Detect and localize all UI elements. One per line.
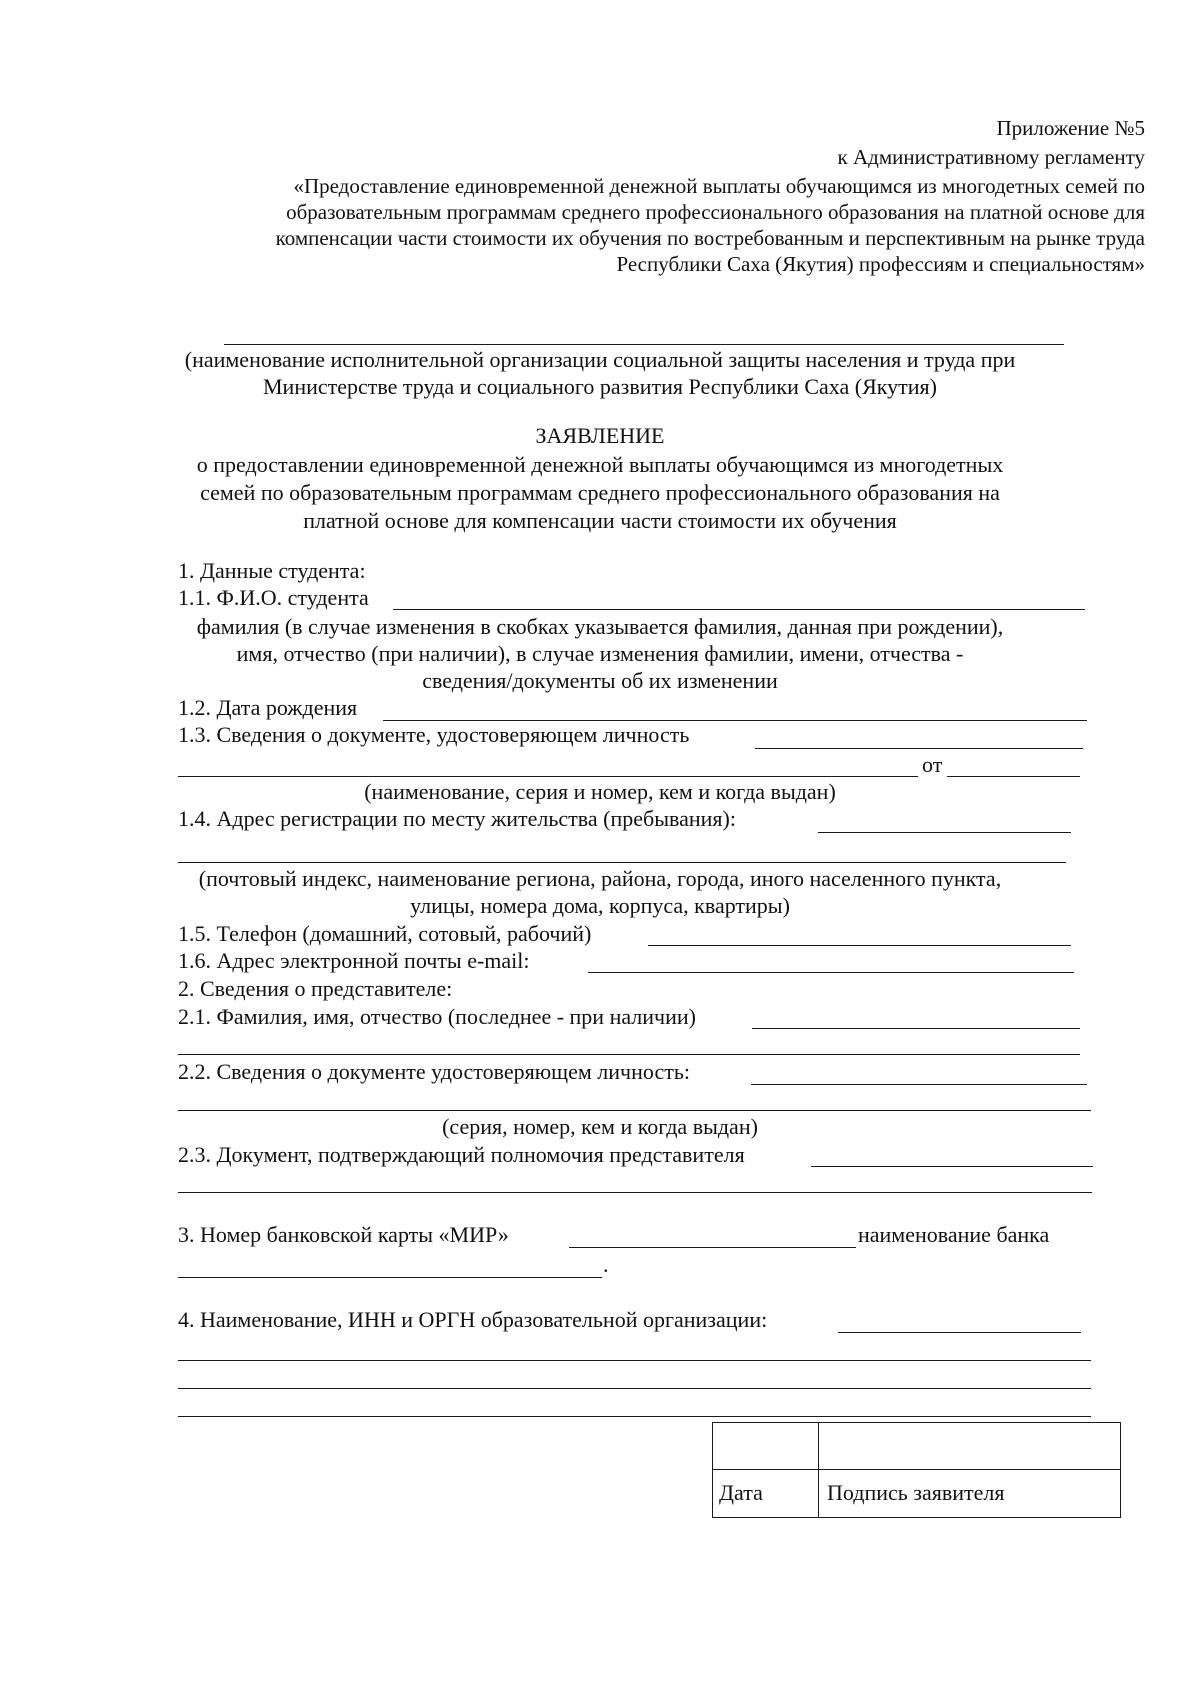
representative-id-note: (серия, номер, кем и когда выдан) bbox=[442, 1114, 758, 1139]
bank-card-label: 3. Номер банковской карты «МИР» bbox=[178, 1222, 509, 1247]
registration-address-label: 1.4. Адрес регистрации по месту жительства (пребывания): bbox=[178, 806, 736, 831]
regulation-title-line: Республики Саха (Якутия) профессиям и специальностям» bbox=[616, 252, 1145, 276]
bank-card-field[interactable] bbox=[569, 1247, 856, 1248]
regulation-reference: к Административному регламенту bbox=[837, 145, 1145, 169]
section-2-heading: 2. Сведения о представителе: bbox=[178, 976, 453, 1001]
address-note: улицы, номера дома, корпуса, квартиры) bbox=[410, 893, 790, 918]
representative-id-label: 2.2. Сведения о документе удостоверяющем личность: bbox=[178, 1059, 690, 1084]
email-field[interactable] bbox=[588, 972, 1074, 973]
document-title: ЗАЯВЛЕНИЕ bbox=[535, 423, 665, 448]
registration-address-field[interactable] bbox=[818, 832, 1071, 833]
regulation-title-line: «Предоставление единовременной денежной выплаты обучающимся из многодетных семей по bbox=[293, 174, 1145, 198]
id-document-date-field[interactable] bbox=[947, 776, 1080, 777]
education-org-field[interactable] bbox=[838, 1332, 1081, 1333]
authority-document-label: 2.3. Документ, подтверждающий полномочия представителя bbox=[178, 1142, 745, 1167]
education-org-field-continued[interactable] bbox=[178, 1360, 1091, 1361]
bank-name-field[interactable] bbox=[178, 1277, 602, 1278]
table-divider bbox=[713, 1469, 1120, 1470]
regulation-title-line: компенсации части стоимости их обучения по востребованным и перспективным на рынке труда bbox=[275, 226, 1145, 250]
organization-caption: Министерстве труда и социального развития Республики Саха (Якутия) bbox=[262, 374, 937, 399]
authority-document-field[interactable] bbox=[811, 1166, 1093, 1167]
appendix-number: Приложение №5 bbox=[996, 116, 1145, 140]
authority-document-field-continued[interactable] bbox=[178, 1192, 1092, 1193]
education-org-field-continued[interactable] bbox=[178, 1388, 1091, 1389]
address-note: (почтовый индекс, наименование региона, района, города, иного населенного пункта, bbox=[198, 866, 1002, 891]
date-cell-label: Дата bbox=[719, 1480, 763, 1505]
representative-id-field-continued[interactable] bbox=[178, 1110, 1091, 1111]
id-document-note: (наименование, серия и номер, кем и когда выдан) bbox=[364, 779, 836, 804]
student-name-note: имя, отчество (при наличии), в случае изменения фамилии, имени, отчества - bbox=[236, 641, 964, 666]
signature-table bbox=[712, 1422, 1121, 1518]
id-document-date-label: от bbox=[922, 752, 943, 777]
id-document-label: 1.3. Сведения о документе, удостоверяющем личность bbox=[178, 722, 690, 747]
representative-id-field[interactable] bbox=[751, 1084, 1087, 1085]
id-document-field[interactable] bbox=[755, 748, 1083, 749]
section-1-heading: 1. Данные студента: bbox=[178, 558, 366, 583]
birth-date-field[interactable] bbox=[383, 720, 1087, 721]
registration-address-field-continued[interactable] bbox=[178, 862, 1066, 863]
phone-label: 1.5. Телефон (домашний, сотовый, рабочий) bbox=[178, 921, 592, 946]
email-label: 1.6. Адрес электронной почты e-mail: bbox=[178, 948, 530, 973]
signature-cell-label: Подпись заявителя bbox=[827, 1480, 1005, 1505]
document-subtitle: о предоставлении единовременной денежной выплаты обучающимся из многодетных bbox=[196, 452, 1004, 477]
bank-name-label: наименование банка bbox=[858, 1222, 1050, 1247]
student-name-note: фамилия (в случае изменения в скобках указывается фамилия, данная при рождении), bbox=[196, 614, 1004, 639]
regulation-title-line: образовательным программам среднего профессионального образования на платной основе для bbox=[286, 200, 1145, 224]
education-org-label: 4. Наименование, ИНН и ОРГН образовательной организации: bbox=[178, 1307, 768, 1332]
birth-date-label: 1.2. Дата рождения bbox=[178, 695, 358, 720]
education-org-field-continued[interactable] bbox=[178, 1416, 1091, 1417]
bank-name-period: . bbox=[603, 1252, 609, 1277]
organization-name-line[interactable] bbox=[224, 344, 1064, 345]
id-document-field-continued[interactable] bbox=[178, 776, 918, 777]
phone-field[interactable] bbox=[648, 945, 1071, 946]
table-divider bbox=[818, 1423, 819, 1517]
student-name-field[interactable] bbox=[393, 609, 1085, 610]
organization-caption: (наименование исполнительной организации социальной защиты населения и труда при bbox=[184, 347, 1016, 372]
representative-name-label: 2.1. Фамилия, имя, отчество (последнее - при наличии) bbox=[178, 1004, 696, 1029]
document-subtitle: платной основе для компенсации части стоимости их обучения bbox=[303, 508, 897, 533]
student-name-label: 1.1. Ф.И.О. студента bbox=[178, 585, 369, 610]
document-subtitle: семей по образовательным программам среднего профессионального образования на bbox=[200, 480, 1000, 505]
representative-name-field[interactable] bbox=[752, 1028, 1080, 1029]
student-name-note: сведения/документы об их изменении bbox=[422, 668, 778, 693]
representative-name-field-continued[interactable] bbox=[178, 1054, 1080, 1055]
